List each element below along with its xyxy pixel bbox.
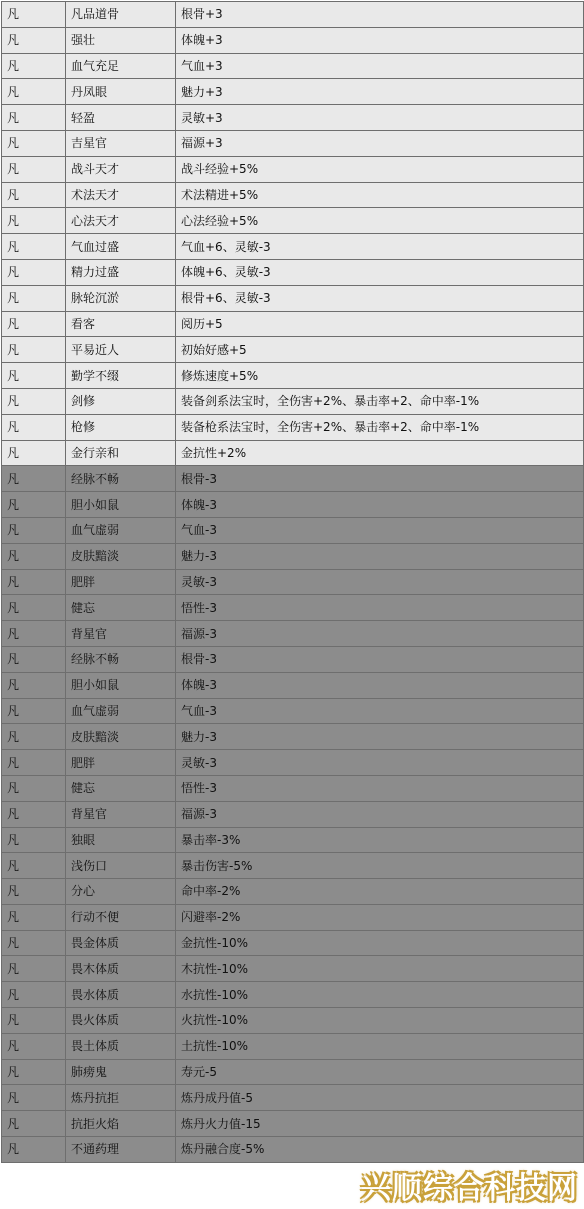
trait-name-cell: 脉轮沉淤 (66, 285, 176, 311)
rarity-cell: 凡 (2, 569, 66, 595)
rarity-cell: 凡 (2, 259, 66, 285)
trait-table-body (2, 2, 584, 1163)
trait-effect-cell: 悟性-3 (176, 595, 584, 621)
rarity-cell: 凡 (2, 827, 66, 853)
table-row (2, 79, 584, 105)
trait-name-cell: 畏水体质 (66, 982, 176, 1008)
trait-name-cell: 血气虚弱 (66, 517, 176, 543)
trait-name-cell: 皮肤黯淡 (66, 543, 176, 569)
trait-name-cell: 经脉不畅 (66, 646, 176, 672)
table-row (2, 208, 584, 234)
table-row (2, 156, 584, 182)
trait-effect-cell: 气血-3 (176, 698, 584, 724)
rarity-cell: 凡 (2, 363, 66, 389)
rarity-cell: 凡 (2, 208, 66, 234)
trait-name-cell: 行动不便 (66, 904, 176, 930)
rarity-cell: 凡 (2, 27, 66, 53)
trait-name-cell: 健忘 (66, 595, 176, 621)
trait-effect-cell: 体魄+6、灵敏-3 (176, 259, 584, 285)
rarity-cell: 凡 (2, 285, 66, 311)
trait-name-cell: 枪修 (66, 414, 176, 440)
trait-effect-cell: 气血+3 (176, 53, 584, 79)
rarity-cell: 凡 (2, 672, 66, 698)
trait-effect-cell: 战斗经验+5% (176, 156, 584, 182)
trait-name-cell: 皮肤黯淡 (66, 724, 176, 750)
trait-name-cell: 战斗天才 (66, 156, 176, 182)
trait-name-cell: 胆小如鼠 (66, 492, 176, 518)
table-row (2, 646, 584, 672)
table-row (2, 492, 584, 518)
rarity-cell: 凡 (2, 698, 66, 724)
rarity-cell: 凡 (2, 1137, 66, 1163)
table-row (2, 775, 584, 801)
trait-effect-cell: 根骨-3 (176, 646, 584, 672)
rarity-cell: 凡 (2, 904, 66, 930)
trait-effect-cell: 炼丹融合度-5% (176, 1137, 584, 1163)
rarity-cell: 凡 (2, 234, 66, 260)
rarity-cell: 凡 (2, 543, 66, 569)
table-row (2, 2, 584, 28)
rarity-cell: 凡 (2, 982, 66, 1008)
trait-name-cell: 背星官 (66, 621, 176, 647)
table-row (2, 750, 584, 776)
trait-effect-cell: 魅力-3 (176, 543, 584, 569)
table-row (2, 724, 584, 750)
trait-effect-cell: 炼丹火力值-15 (176, 1111, 584, 1137)
rarity-cell: 凡 (2, 724, 66, 750)
trait-effect-cell: 木抗性-10% (176, 956, 584, 982)
rarity-cell: 凡 (2, 388, 66, 414)
rarity-cell: 凡 (2, 414, 66, 440)
rarity-cell: 凡 (2, 801, 66, 827)
trait-effect-cell: 术法精进+5% (176, 182, 584, 208)
trait-name-cell: 心法天才 (66, 208, 176, 234)
rarity-cell: 凡 (2, 930, 66, 956)
table-row (2, 621, 584, 647)
table-row (2, 414, 584, 440)
trait-effect-cell: 福源+3 (176, 130, 584, 156)
rarity-cell: 凡 (2, 105, 66, 131)
rarity-cell: 凡 (2, 337, 66, 363)
rarity-cell: 凡 (2, 775, 66, 801)
trait-effect-cell: 根骨+6、灵敏-3 (176, 285, 584, 311)
trait-name-cell: 精力过盛 (66, 259, 176, 285)
table-row (2, 1085, 584, 1111)
table-row (2, 1033, 584, 1059)
table-row (2, 672, 584, 698)
trait-name-cell: 炼丹抗拒 (66, 1085, 176, 1111)
trait-effect-cell: 气血-3 (176, 517, 584, 543)
rarity-cell: 凡 (2, 621, 66, 647)
trait-effect-cell: 体魄+3 (176, 27, 584, 53)
trait-name-cell: 畏土体质 (66, 1033, 176, 1059)
trait-effect-cell: 体魄-3 (176, 672, 584, 698)
table-row (2, 337, 584, 363)
rarity-cell: 凡 (2, 466, 66, 492)
trait-effect-cell: 火抗性-10% (176, 1008, 584, 1034)
trait-effect-cell: 寿元-5 (176, 1059, 584, 1085)
table-row (2, 1111, 584, 1137)
trait-name-cell: 轻盈 (66, 105, 176, 131)
table-row (2, 543, 584, 569)
site-watermark: 兴顺综合科技网 (361, 1171, 578, 1206)
trait-name-cell: 健忘 (66, 775, 176, 801)
trait-effect-cell: 心法经验+5% (176, 208, 584, 234)
trait-effect-cell: 装备剑系法宝时，全伤害+2%、暴击率+2、命中率-1% (176, 388, 584, 414)
trait-name-cell: 浅伤口 (66, 853, 176, 879)
trait-effect-cell: 气血+6、灵敏-3 (176, 234, 584, 260)
rarity-cell: 凡 (2, 595, 66, 621)
table-row (2, 569, 584, 595)
table-row (2, 904, 584, 930)
table-row (2, 466, 584, 492)
trait-effect-cell: 灵敏-3 (176, 750, 584, 776)
trait-name-cell: 肥胖 (66, 750, 176, 776)
table-row (2, 182, 584, 208)
table-row (2, 1059, 584, 1085)
trait-name-cell: 平易近人 (66, 337, 176, 363)
trait-name-cell: 血气充足 (66, 53, 176, 79)
trait-name-cell: 肺痨鬼 (66, 1059, 176, 1085)
table-row (2, 595, 584, 621)
rarity-cell: 凡 (2, 1033, 66, 1059)
trait-effect-cell: 装备枪系法宝时，全伤害+2%、暴击率+2、命中率-1% (176, 414, 584, 440)
rarity-cell: 凡 (2, 156, 66, 182)
table-row (2, 930, 584, 956)
trait-effect-cell: 金抗性+2% (176, 440, 584, 466)
trait-effect-cell: 金抗性-10% (176, 930, 584, 956)
trait-name-cell: 畏金体质 (66, 930, 176, 956)
table-row (2, 27, 584, 53)
trait-name-cell: 肥胖 (66, 569, 176, 595)
table-row (2, 517, 584, 543)
trait-name-cell: 背星官 (66, 801, 176, 827)
trait-effect-cell: 命中率-2% (176, 879, 584, 905)
table-row (2, 440, 584, 466)
table-row (2, 259, 584, 285)
trait-effect-cell: 灵敏-3 (176, 569, 584, 595)
rarity-cell: 凡 (2, 130, 66, 156)
trait-name-cell: 勤学不缀 (66, 363, 176, 389)
trait-effect-cell: 体魄-3 (176, 492, 584, 518)
trait-name-cell: 抗拒火焰 (66, 1111, 176, 1137)
rarity-cell: 凡 (2, 853, 66, 879)
table-row (2, 1137, 584, 1163)
rarity-cell: 凡 (2, 879, 66, 905)
trait-effect-cell: 闪避率-2% (176, 904, 584, 930)
trait-effect-cell: 修炼速度+5% (176, 363, 584, 389)
trait-name-cell: 金行亲和 (66, 440, 176, 466)
table-row (2, 827, 584, 853)
trait-name-cell: 经脉不畅 (66, 466, 176, 492)
table-row (2, 53, 584, 79)
trait-name-cell: 强壮 (66, 27, 176, 53)
trait-effect-cell: 悟性-3 (176, 775, 584, 801)
trait-effect-cell: 魅力+3 (176, 79, 584, 105)
rarity-cell: 凡 (2, 517, 66, 543)
trait-name-cell: 看客 (66, 311, 176, 337)
table-row (2, 105, 584, 131)
table-row (2, 801, 584, 827)
table-row (2, 311, 584, 337)
trait-name-cell: 吉星官 (66, 130, 176, 156)
rarity-cell: 凡 (2, 182, 66, 208)
trait-effect-cell: 初始好感+5 (176, 337, 584, 363)
table-row (2, 698, 584, 724)
trait-name-cell: 畏火体质 (66, 1008, 176, 1034)
rarity-cell: 凡 (2, 1085, 66, 1111)
trait-effect-cell: 魅力-3 (176, 724, 584, 750)
trait-effect-cell: 根骨+3 (176, 2, 584, 28)
table-row (2, 1008, 584, 1034)
trait-effect-cell: 土抗性-10% (176, 1033, 584, 1059)
trait-name-cell: 凡品道骨 (66, 2, 176, 28)
trait-name-cell: 丹凤眼 (66, 79, 176, 105)
rarity-cell: 凡 (2, 2, 66, 28)
table-row (2, 982, 584, 1008)
trait-effect-cell: 福源-3 (176, 801, 584, 827)
rarity-cell: 凡 (2, 646, 66, 672)
rarity-cell: 凡 (2, 440, 66, 466)
rarity-cell: 凡 (2, 53, 66, 79)
rarity-cell: 凡 (2, 1111, 66, 1137)
trait-name-cell: 剑修 (66, 388, 176, 414)
trait-effect-cell: 暴击伤害-5% (176, 853, 584, 879)
table-row (2, 388, 584, 414)
table-row (2, 285, 584, 311)
table-row (2, 879, 584, 905)
trait-effect-cell: 暴击率-3% (176, 827, 584, 853)
table-row (2, 853, 584, 879)
trait-table (1, 1, 584, 1163)
trait-effect-cell: 福源-3 (176, 621, 584, 647)
rarity-cell: 凡 (2, 750, 66, 776)
trait-name-cell: 独眼 (66, 827, 176, 853)
trait-name-cell: 不通药理 (66, 1137, 176, 1163)
trait-name-cell: 血气虚弱 (66, 698, 176, 724)
rarity-cell: 凡 (2, 1008, 66, 1034)
trait-effect-cell: 水抗性-10% (176, 982, 584, 1008)
trait-effect-cell: 炼丹成丹值-5 (176, 1085, 584, 1111)
table-row (2, 234, 584, 260)
rarity-cell: 凡 (2, 956, 66, 982)
trait-name-cell: 气血过盛 (66, 234, 176, 260)
rarity-cell: 凡 (2, 311, 66, 337)
rarity-cell: 凡 (2, 79, 66, 105)
trait-effect-cell: 根骨-3 (176, 466, 584, 492)
trait-effect-cell: 阅历+5 (176, 311, 584, 337)
table-row (2, 956, 584, 982)
trait-effect-cell: 灵敏+3 (176, 105, 584, 131)
rarity-cell: 凡 (2, 1059, 66, 1085)
table-row (2, 130, 584, 156)
trait-name-cell: 术法天才 (66, 182, 176, 208)
trait-name-cell: 胆小如鼠 (66, 672, 176, 698)
rarity-cell: 凡 (2, 492, 66, 518)
table-row (2, 363, 584, 389)
trait-name-cell: 畏木体质 (66, 956, 176, 982)
trait-name-cell: 分心 (66, 879, 176, 905)
